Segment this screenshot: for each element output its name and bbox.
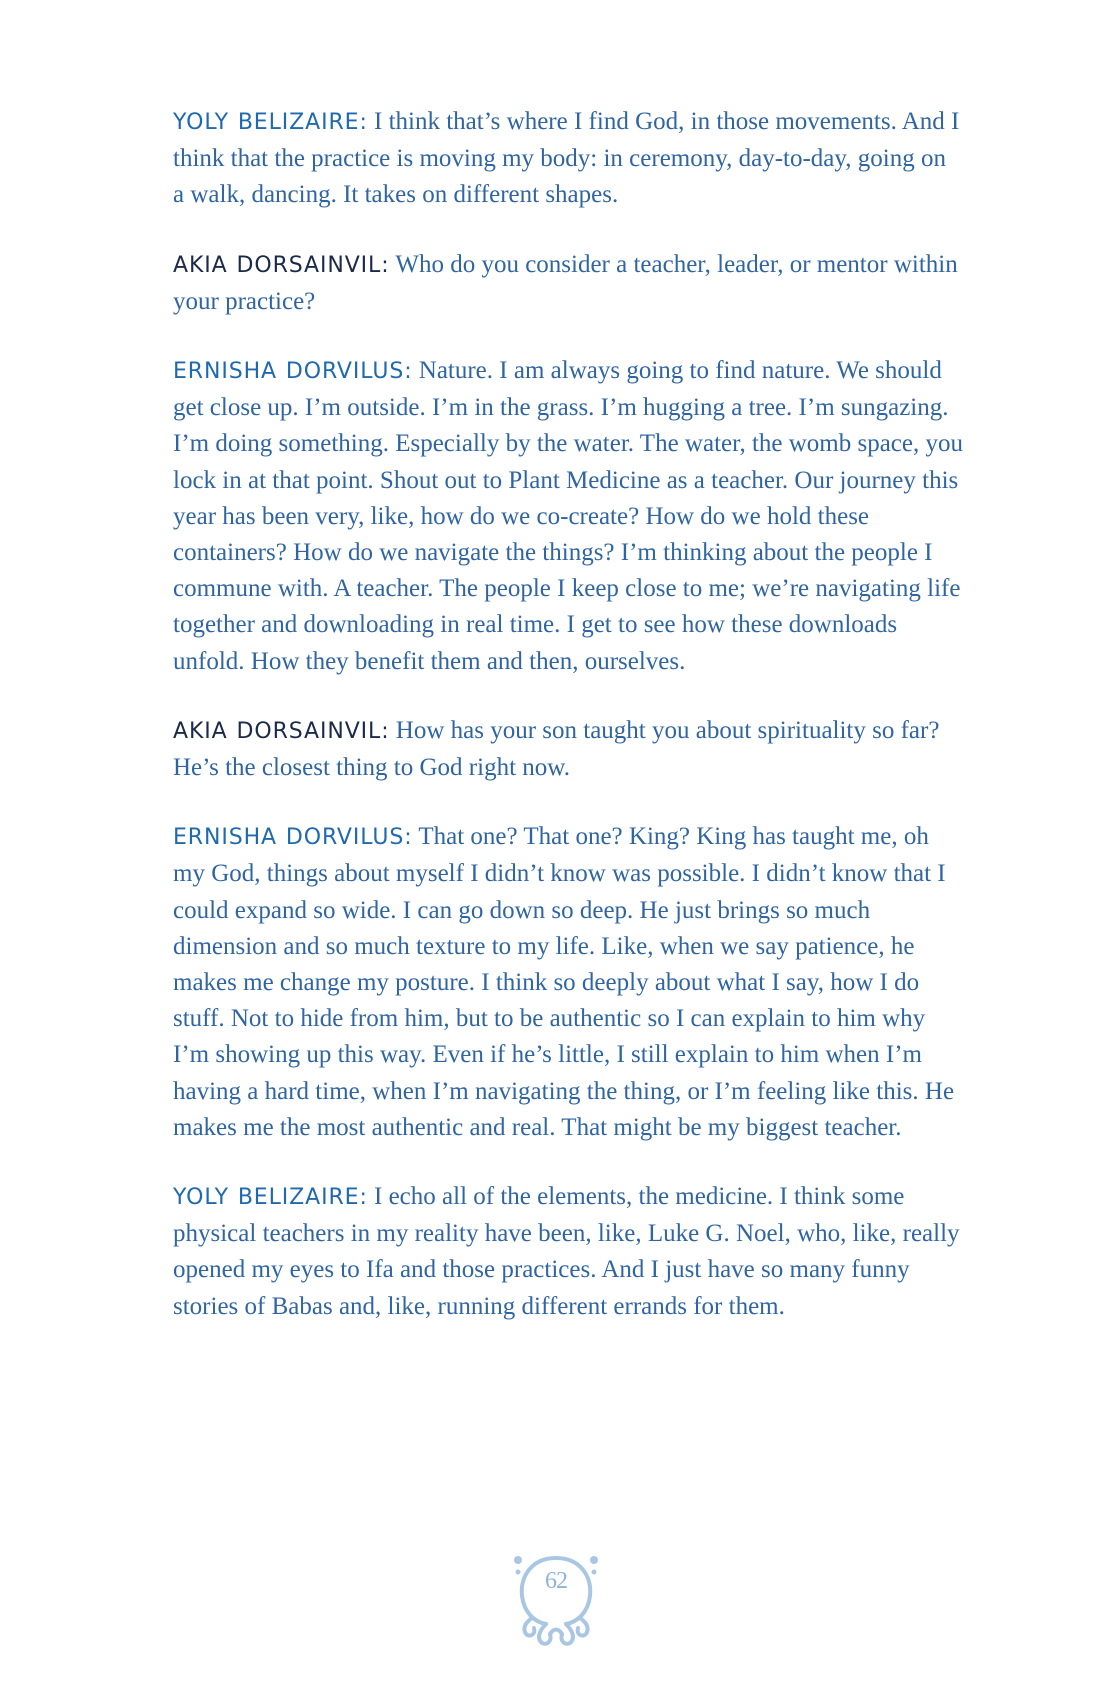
speech-text: I echo all of the elements, the medicine. I think some physical teachers in my reality have been, like, Luke G. Noel, who, like, really opened my eyes to Ifa and those practices. And I just have so many funny stories of Babas and, like, running different errands for them.: [173, 1183, 960, 1320]
speech-text: That one? That one? King? King has taught me, oh my God, things about myself I didn’t know was possible. I didn’t know that I could expand so wide. I can go down so deep. He just brings so much dimension and so much texture to my life. Like, when we say patience, he makes me change my posture. I think so deeply about what I say, how I do stuff. Not to hide from him, but to be authentic so I can explain to him why I’m showing up this way. Even if he’s little, I still explain to him when I’m having a hard time, when I’m navigating the thing, or I’m feeling like this. He makes me the most authentic and real. That might be my biggest teacher.: [173, 823, 955, 1141]
page-number: 62: [545, 1568, 567, 1594]
speaker-name: ERNISHA DORVILUS:: [173, 825, 413, 851]
transcript-entry: [173, 713, 963, 786]
transcript-entry: [173, 353, 963, 680]
transcript-entry: [173, 819, 963, 1146]
speech-text: I think that’s where I find God, in those movements. And I think that the practice is moving my body: in ceremony, day-to-day, going on a walk, dancing. It takes on different shapes.: [173, 108, 960, 209]
page-number-ornament: [510, 1548, 602, 1648]
speaker-name: YOLY BELIZAIRE:: [173, 1185, 368, 1211]
speaker-name: AKIA DORSAINVIL:: [173, 718, 390, 744]
interview-transcript: [173, 104, 963, 1358]
speaker-name: AKIA DORSAINVIL:: [173, 252, 390, 278]
speech-text: Nature. I am always going to find nature. We should get close up. I’m outside. I’m in the grass. I’m hugging a tree. I’m sungazing. I’m doing something. Especially by the water. The water, the womb space, you lock in at that point. Shout out to Plant Medicine as a teacher. Our journey this year has been very, like, how do we co-create? How do we hold these containers? How do we navigate the things? I’m thinking about the people I commune with. A teacher. The people I keep close to me; we’re navigating life together and downloading in real time. I get to see how these downloads unfold. How they benefit them and then, ourselves.: [173, 357, 964, 675]
ornament-swirl-icon: [510, 1548, 602, 1648]
transcript-entry: [173, 1179, 963, 1325]
speech-text: Who do you consider a teacher, leader, or mentor within your practice?: [173, 250, 958, 315]
transcript-entry: [173, 247, 963, 320]
speaker-name: ERNISHA DORVILUS:: [173, 359, 413, 385]
speech-text: How has your son taught you about spirituality so far? He’s the closest thing to God right now.: [173, 716, 940, 782]
speaker-name: YOLY BELIZAIRE:: [173, 110, 368, 135]
transcript-entry: [173, 104, 963, 214]
